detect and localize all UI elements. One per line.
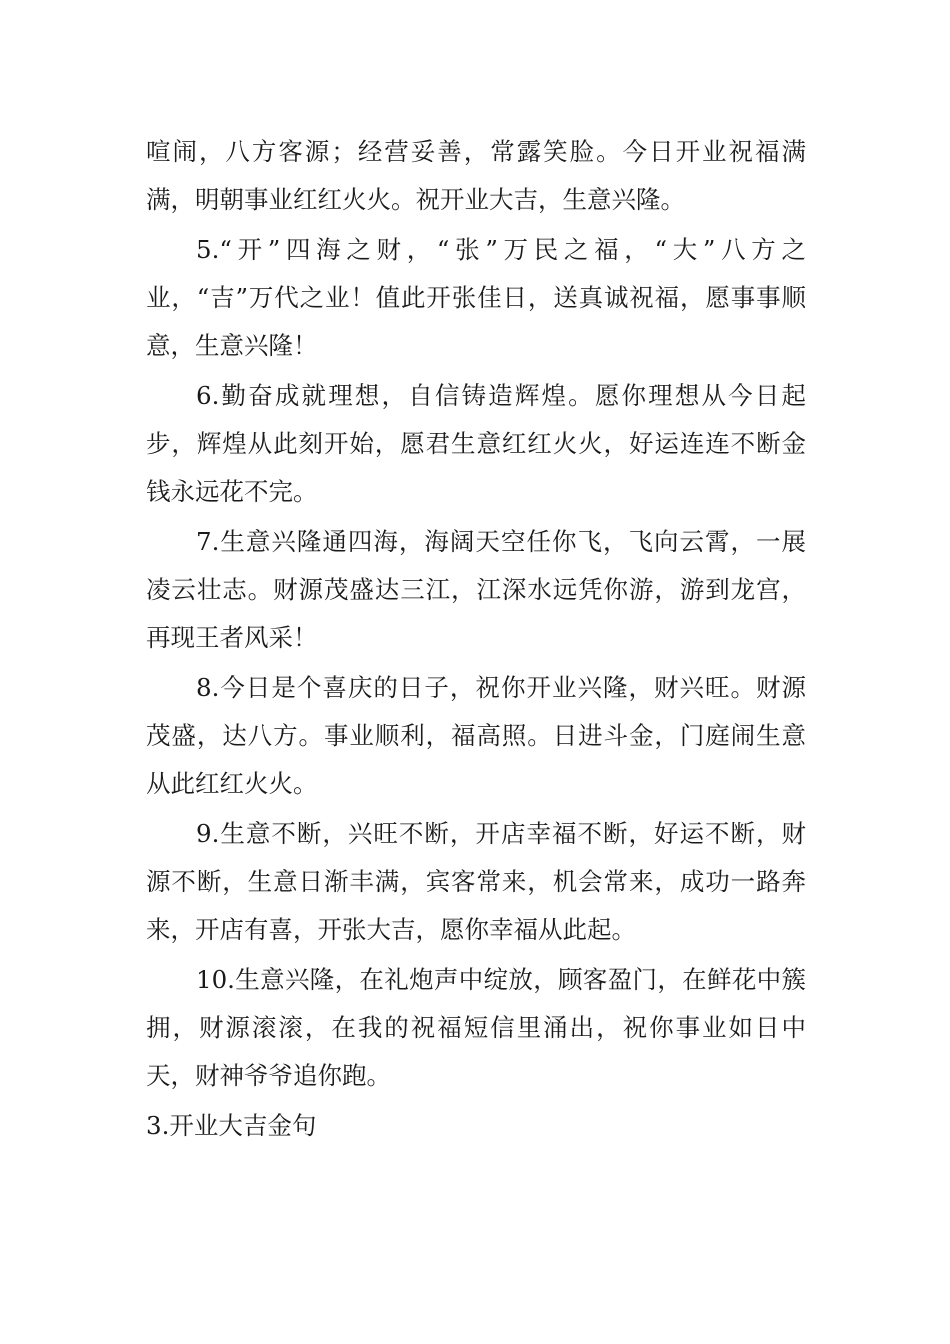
paragraph-item-8: 8.今日是个喜庆的日子，祝你开业兴隆，财兴旺。财源茂盛，达八方。事业顺利，福高照。日进斗金，门庭闹生意从此红红火火。 [146,673,806,798]
paragraph-item-9: 9.生意不断，兴旺不断，开店幸福不断，好运不断，财源不断，生意日渐丰满，宾客常来，机会常来，成功一路奔来，开店有喜，开张大吉，愿你幸福从此起。 [146,819,806,944]
paragraph-item-6: 6.勤奋成就理想，自信铸造辉煌。愿你理想从今日起步，辉煌从此刻开始，愿君生意红红火火，好运连连不断金钱永远花不完。 [146,381,806,506]
paragraph-item-5: 5.“开”四海之财，“张”万民之福，“大”八方之业，“吉”万代之业！值此开张佳日，送真诚祝福，愿事事顺意，生意兴隆！ [146,235,806,360]
document-body [146,128,806,1150]
section-heading: 3.开业大吉金句 [146,1111,317,1140]
paragraph-item-10: 10.生意兴隆，在礼炮声中绽放，顾客盈门，在鲜花中簇拥，财源滚滚，在我的祝福短信里涌出，祝你事业如日中天，财神爷爷追你跑。 [146,965,806,1090]
paragraph-item-7: 7.生意兴隆通四海，海阔天空任你飞，飞向云霄，一展凌云壮志。财源茂盛达三江，江深水远凭你游，游到龙宫，再现王者风采！ [146,527,806,652]
paragraph-continued: 喧闹，八方客源；经营妥善，常露笑脸。今日开业祝福满满，明朝事业红红火火。祝开业大吉，生意兴隆。 [146,137,806,214]
